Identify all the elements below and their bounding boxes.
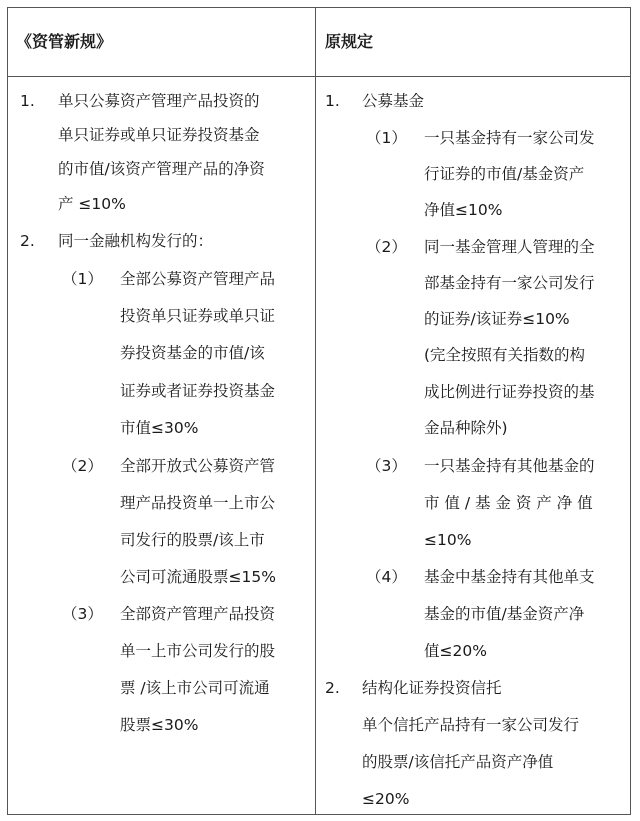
sub-item-text-line: 净值≤10%: [424, 201, 503, 219]
sub-item-text-line: 理产品投资单一上市公: [120, 494, 276, 512]
item-text-line: 产 ≤10%: [58, 195, 126, 213]
column-divider: [315, 7, 316, 815]
sub-item-text-line: 一只基金持有一家公司发: [424, 129, 595, 147]
sub-item-number: （2）: [62, 457, 103, 475]
sub-item-text-line: 基金中基金持有其他单支: [424, 568, 595, 586]
sub-item-text-line: 成比例进行证券投资的基: [424, 383, 595, 401]
sub-item-text-line: (完全按照有关指数的构: [424, 346, 586, 364]
item-number: 2.: [325, 679, 340, 697]
item-text-line: 的市值/该资产管理产品的净资: [58, 160, 265, 178]
item-text-line: 单只公募资产管理产品投资的: [58, 92, 260, 110]
sub-item-number: （1）: [62, 270, 103, 288]
item-text-line: ≤20%: [362, 790, 410, 808]
item-number: 1.: [325, 92, 340, 110]
sub-item-text-line: 票 /该上市公司可流通: [120, 679, 270, 697]
item-title: 公募基金: [362, 92, 425, 110]
sub-item-number: （3）: [366, 457, 407, 475]
sub-item-text-line: 行证券的市值/基金资产: [424, 165, 585, 183]
sub-item-text-line: 同一基金管理人管理的全: [424, 238, 595, 256]
item-text-line: 单只证券或单只证券投资基金: [58, 126, 260, 144]
item-title: 结构化证券投资信托: [362, 679, 502, 697]
sub-item-number: （1）: [366, 129, 407, 147]
sub-item-text-line: 券投资基金的市值/该: [120, 344, 265, 362]
sub-item-text-line: 投资单只证券或单只证: [120, 307, 276, 325]
item-text-line: 的股票/该信托产品资产净值: [362, 753, 554, 771]
sub-item-text-line: 值≤20%: [424, 642, 487, 660]
sub-item-text-line: 股票≤30%: [120, 716, 199, 734]
sub-item-text-line: 证券或者证券投资基金: [120, 382, 276, 400]
item-number: 2.: [20, 232, 35, 250]
sub-item-number: （3）: [62, 605, 103, 623]
sub-item-text-line: 市值≤30%: [120, 419, 199, 437]
header-original-rules: 原规定: [325, 32, 374, 51]
sub-item-text-line: 司发行的股票/该上市: [120, 531, 265, 549]
item-number: 1.: [20, 92, 35, 110]
item-text-line: 单个信托产品持有一家公司发行: [362, 716, 580, 734]
sub-item-text-line: 公司可流通股票≤15%: [120, 568, 276, 586]
sub-item-number: （2）: [366, 238, 407, 256]
sub-item-text-line: 部基金持有一家公司发行: [424, 274, 595, 292]
sub-item-number: （4）: [366, 568, 407, 586]
item-title: 同一金融机构发行的：: [58, 232, 214, 250]
sub-item-text-line: ≤10%: [424, 531, 472, 549]
sub-item-text-line: 单一上市公司发行的股: [120, 642, 276, 660]
sub-item-text-line: 的证券/该证券≤10%: [424, 310, 570, 328]
sub-item-text-line: 基金的市值/基金资产净: [424, 605, 585, 623]
sub-item-text-line: 全部公募资产管理产品: [120, 270, 276, 288]
header-divider: [7, 76, 631, 77]
sub-item-text-line: 金品种除外): [424, 419, 508, 437]
sub-item-text-line: 一只基金持有其他基金的: [424, 457, 595, 475]
sub-item-text-line: 市 值 / 基 金 资 产 净 值: [424, 494, 593, 512]
sub-item-text-line: 全部开放式公募资产管: [120, 457, 276, 475]
header-new-rules: 《资管新规》: [16, 32, 113, 51]
sub-item-text-line: 全部资产管理产品投资: [120, 605, 276, 623]
